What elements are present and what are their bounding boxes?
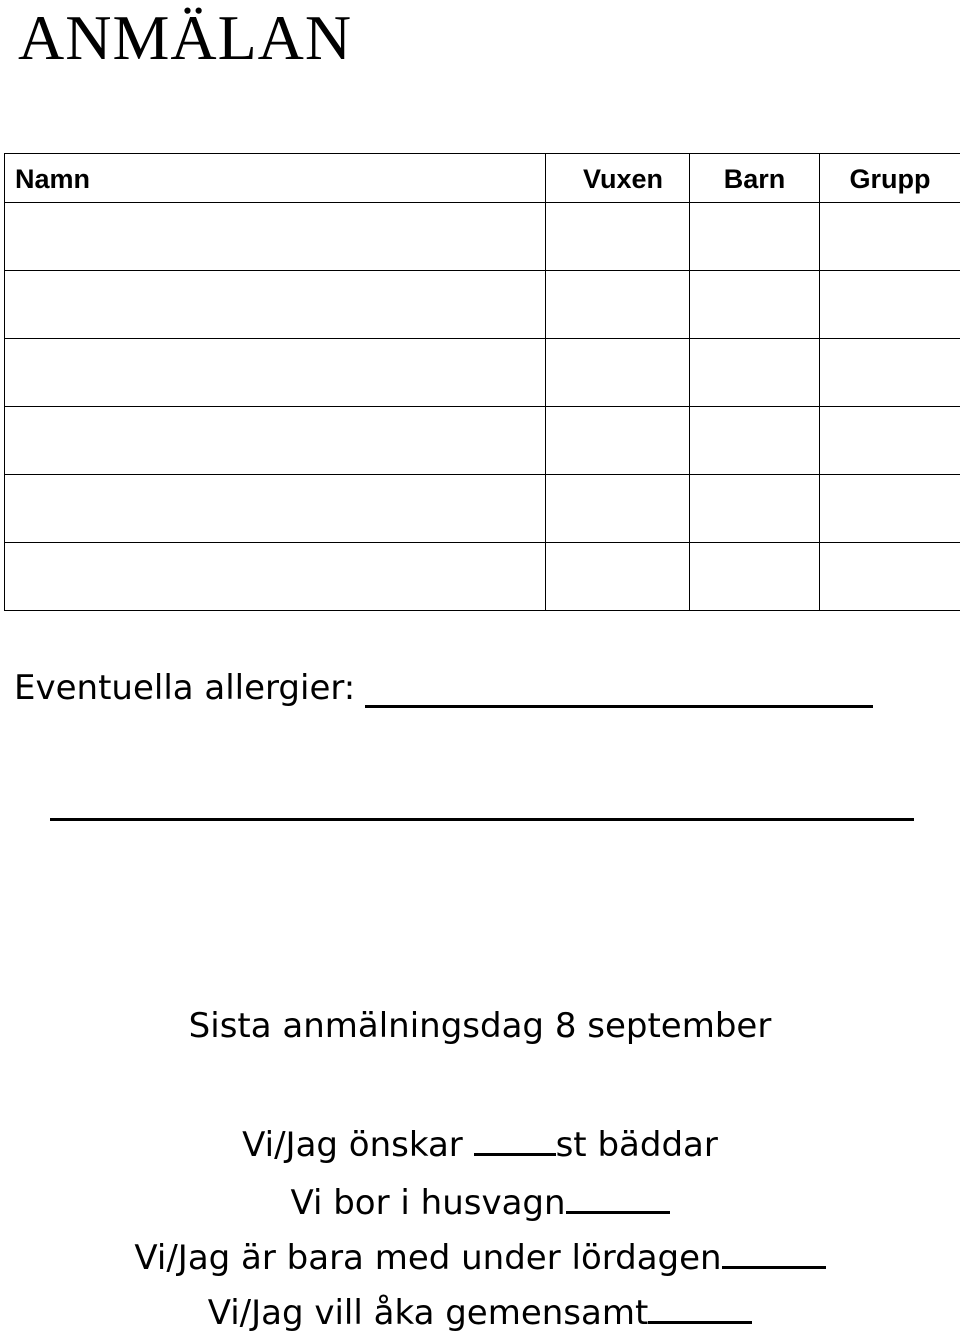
adult-cell[interactable] [546,475,690,543]
caravan-blank[interactable] [566,1177,670,1214]
saturday-only-blank[interactable] [722,1232,826,1269]
allergy-label: Eventuella allergier: [14,668,356,708]
caravan-text: Vi bor i husvagn [290,1183,566,1223]
child-cell[interactable] [690,543,820,611]
saturday-only-line [0,1232,960,1278]
name-cell[interactable] [5,271,546,339]
table-row [5,203,960,271]
beds-prefix: Vi/Jag önskar [242,1125,463,1165]
group-cell[interactable] [820,271,960,339]
child-cell[interactable] [690,407,820,475]
allergy-fill-line[interactable] [365,669,873,708]
adult-cell[interactable] [546,271,690,339]
adult-cell[interactable] [546,407,690,475]
column-header-child: Barn [690,154,820,203]
page-title: ANMÄLAN [18,2,353,73]
child-cell[interactable] [690,271,820,339]
allergy-section [14,668,873,708]
adult-cell[interactable] [546,543,690,611]
table-header-row [5,154,960,203]
table-row [5,271,960,339]
table-row [5,543,960,611]
beds-request-line [0,1119,960,1165]
name-cell[interactable] [5,339,546,407]
group-cell[interactable] [820,407,960,475]
travel-together-text: Vi/Jag vill åka gemensamt [207,1293,649,1333]
child-cell[interactable] [690,203,820,271]
child-cell[interactable] [690,339,820,407]
beds-suffix: st bäddar [555,1125,718,1165]
column-header-group: Grupp [820,154,960,203]
group-cell[interactable] [820,475,960,543]
travel-together-line [0,1287,960,1333]
column-header-adult: Vuxen [546,154,690,203]
name-cell[interactable] [5,543,546,611]
adult-cell[interactable] [546,339,690,407]
deadline-text: Sista anmälningsdag 8 september [188,1006,772,1046]
table-row [5,407,960,475]
beds-count-blank[interactable] [474,1119,556,1156]
name-cell[interactable] [5,475,546,543]
travel-together-blank[interactable] [648,1287,752,1324]
group-cell[interactable] [820,543,960,611]
saturday-only-text: Vi/Jag är bara med under lördagen [134,1238,722,1278]
group-cell[interactable] [820,203,960,271]
table-row [5,339,960,407]
caravan-line [0,1177,960,1223]
name-cell[interactable] [5,203,546,271]
registration-table [4,153,960,611]
allergy-fill-line-2[interactable] [50,818,914,821]
child-cell[interactable] [690,475,820,543]
name-cell[interactable] [5,407,546,475]
group-cell[interactable] [820,339,960,407]
adult-cell[interactable] [546,203,690,271]
table-row [5,475,960,543]
column-header-name: Namn [5,154,546,203]
